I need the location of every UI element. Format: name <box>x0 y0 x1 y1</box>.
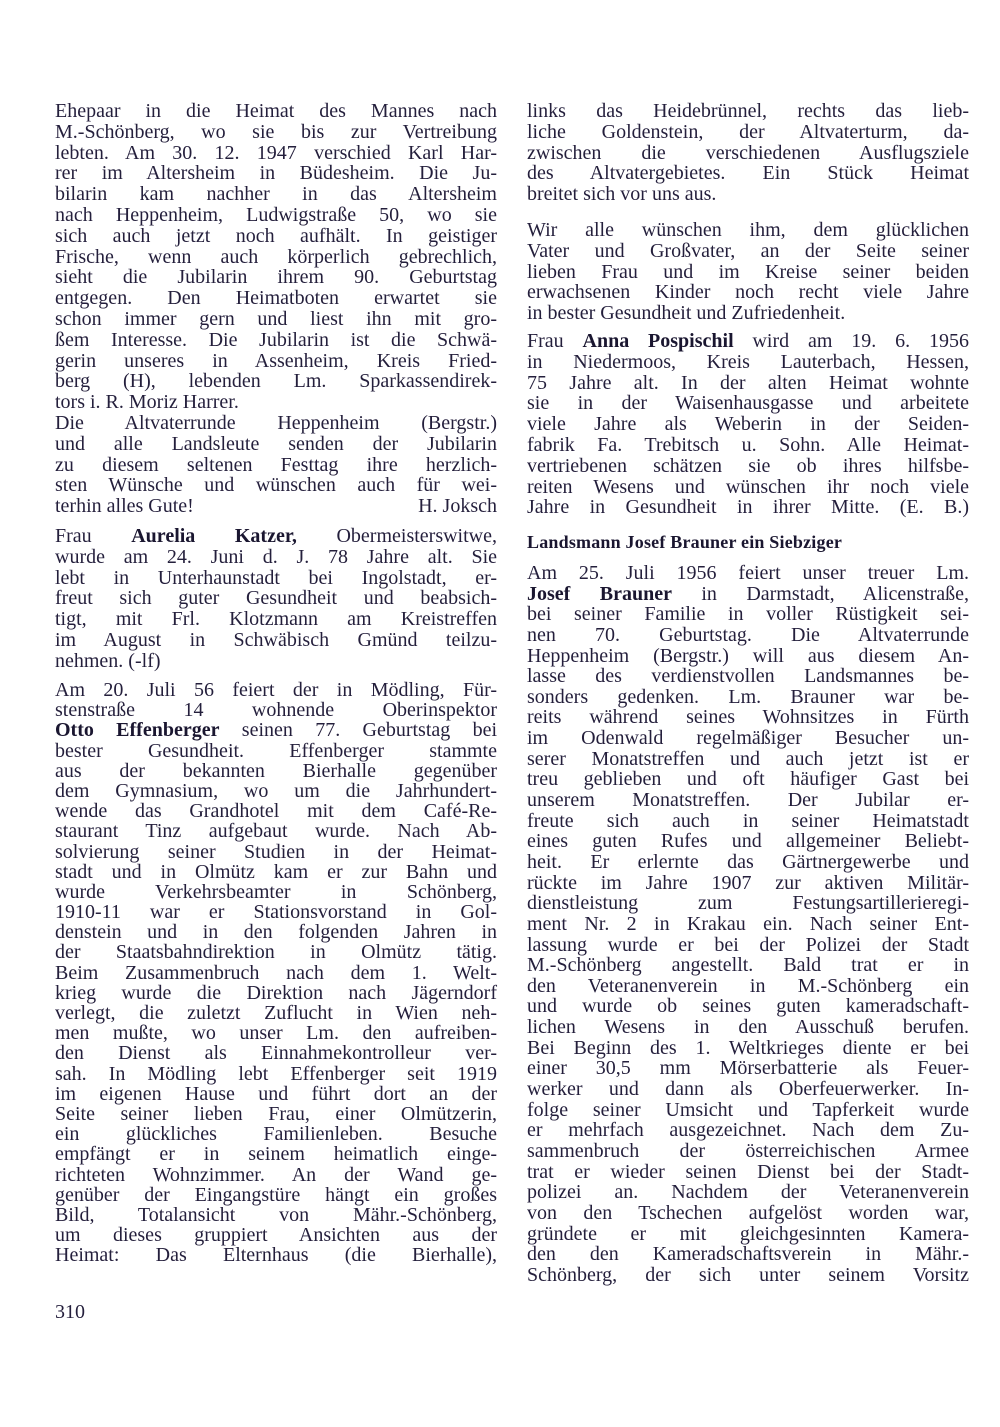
text-line: tors i. R. Moriz Harrer. <box>55 391 239 414</box>
text-line: vertriebenen schätzen sie ob ihres hilfsbe- <box>527 454 969 477</box>
text-line: lassung wurde er bei der Polizei der Stadt <box>527 933 969 956</box>
text-line: lieben Frau und im Kreise seiner beiden <box>527 260 969 283</box>
text-line: sieht die Jubilarin ihrem 90. Geburtstag <box>55 266 497 289</box>
text-line: den Dienst als Einnahmekontrolleur ver- <box>55 1042 497 1065</box>
text-line: rer im Altersheim in Büdesheim. Die Ju- <box>55 162 497 185</box>
text-line: wurde am 24. Juni d. J. 78 Jahre alt. Sie <box>55 545 497 568</box>
text-line: men mußte, wo unser Lm. den aufreiben- <box>55 1022 497 1045</box>
text-line: zu diesem seltenen Festtag ihre herzlich- <box>55 453 497 476</box>
bold-name: Josef Brauner <box>527 582 672 605</box>
article-effenberger-continuation <box>527 101 969 205</box>
text-line: des Altvatergebietes. Ein Stück Heimat <box>527 162 969 185</box>
text-line: er mehrfach ausgezeichnet. Nach dem Zu- <box>527 1119 969 1142</box>
article-josef-brauner <box>527 563 969 1285</box>
text-line: dienstleistung zum Festungsartillerieregi- <box>527 892 969 915</box>
text-line: eines guten Rufes und allgemeiner Beliebt- <box>527 830 969 853</box>
text-line: einer 30,5 mm Mörserbatterie als Feuer- <box>527 1057 969 1080</box>
text-line: nen 70. Geburtstag. Die Altvaterrunde <box>527 623 969 646</box>
text-line: ein glückliches Familienleben. Besuche <box>55 1123 497 1146</box>
text-line: unserem Monatstreffen. Der Jubilar er- <box>527 789 969 812</box>
text-line: Heppenheim (Bergstr.) will aus diesem An- <box>527 644 969 667</box>
text-line: treu geblieben und oft häufiger Gast bei <box>527 768 969 791</box>
text-line: gerin unseres in Assenheim, Kreis Fried- <box>55 349 497 372</box>
text-line: trat er wieder seinen Dienst bei der Stadt- <box>527 1160 969 1183</box>
text-line: Beim Zusammenbruch nach dem 1. Welt- <box>55 961 497 984</box>
text-line: sah. In Mödling lebt Effenberger seit 1919 <box>55 1062 497 1085</box>
text-line: sten Wünsche und wünschen auch für wei- <box>55 474 497 497</box>
text-line: und alle Landsleute senden der Jubilarin <box>55 432 497 455</box>
text-line: sich auch jetzt noch aufhält. In geistiger <box>55 224 497 247</box>
bold-name: Otto Effenberger <box>55 719 220 742</box>
text-line: freut sich guter Gesundheit und beabsich- <box>55 587 497 610</box>
text-line: werker und dann als Oberfeuerwerker. In- <box>527 1078 969 1101</box>
text-line: freute sich auch in seiner Heimatstadt <box>527 809 969 832</box>
text-line: Josef Brauner in Darmstadt, Alicenstraße, <box>527 582 969 605</box>
text-line: M.-Schönberg, wo sie bis zur Vertreibung <box>55 120 497 143</box>
text-line: Am 25. Juli 1956 feiert unser treuer Lm. <box>527 562 969 584</box>
bold-name: Aurelia Katzer, <box>131 525 297 547</box>
text-line: 75 Jahre alt. In der alten Heimat wohnte <box>527 371 969 394</box>
text-line: erwachsenen Kinder noch recht viele Jahre <box>527 281 969 304</box>
text-line: 1910-11 war er Stationsvorstand in Gol- <box>55 901 497 924</box>
text-line: wurde Verkehrsbeamter in Schönberg, <box>55 880 497 903</box>
page-number: 310 <box>55 1301 85 1323</box>
text-line: Otto Effenberger seinen 77. Geburtstag bei <box>55 719 498 742</box>
text-line: im eigenen Hause und führt dort an der <box>55 1082 497 1105</box>
section-heading-josef-brauner: Landsmann Josef Brauner ein Siebziger <box>527 532 843 552</box>
text-line: berg (H), lebenden Lm. Sparkassendirek- <box>55 370 497 393</box>
text-line: fabrik Fa. Trebitsch u. Sohn. Alle Heimat- <box>527 433 969 456</box>
text-line: denstein und in den folgenden Jahren in <box>55 921 497 944</box>
text-line: gründete er mit gleichgesinnten Kamera- <box>527 1222 969 1245</box>
text-line: folge seiner Umsicht und Tapferkeit wurde <box>527 1098 969 1121</box>
text-line: nach Heppenheim, Ludwigstraße 50, wo sie <box>55 203 497 226</box>
text-line: lichen Wesens in den Ausschuß berufen. <box>527 1016 969 1039</box>
text-line: sie in der Waisenhausgasse und arbeitete <box>527 392 969 415</box>
text-line: aus der bekannten Bierhalle gegenüber <box>55 759 497 782</box>
text-line: den Veteranenverein in M.-Schönberg ein <box>527 974 969 997</box>
text-line: Seite seiner lieben Frau, einer Olmützerin, <box>55 1102 497 1125</box>
text-line: serer Monatstreffen und auch jetzt ist er <box>527 747 969 770</box>
text-line: entgegen. Den Heimatboten erwartet sie <box>55 287 497 310</box>
text-line <box>55 496 497 517</box>
article-harrer-continuation <box>55 101 497 517</box>
text-line: den den Kameradschaftsverein in Mähr.- <box>527 1243 969 1266</box>
text-line: empfängt er in seinem heimatlich einge- <box>55 1143 497 1166</box>
text-line: Frische, wenn auch körperlich gebrechlich, <box>55 245 497 268</box>
text-line: wende das Grandhotel mit dem Café-Re- <box>55 800 497 823</box>
text-line: nehmen. (-lf) <box>55 649 161 672</box>
text-line: ßem Interesse. Die Jubilarin ist die Schwä- <box>55 328 497 351</box>
text-line: M.-Schönberg angestellt. Bald trat er in <box>527 954 969 977</box>
text-line: rückte im Jahre 1907 zur aktiven Militär- <box>527 871 969 894</box>
text-line: Frau Anna Pospischil wird am 19. 6. 1956 <box>527 330 969 352</box>
text-line: lasse des verdienstvollen Landsmannes be- <box>527 665 969 688</box>
text-line: bilarin kam nachher in das Altersheim <box>55 183 497 206</box>
text-line: Die Altvaterrunde Heppenheim (Bergstr.) <box>55 411 497 434</box>
text-line: genüber der Eingangstüre hängt ein großes <box>55 1183 497 1206</box>
text-line: von den Tschechen aufgelöst worden war, <box>527 1201 969 1224</box>
bold-name: Anna Pospischil <box>582 330 734 352</box>
text-line: im Odenwald regelmäßiger Besucher un- <box>527 727 969 750</box>
text-line: lebten. Am 30. 12. 1947 verschied Karl Har- <box>55 141 497 164</box>
text-line: staurant Tinz aufgebaut wurde. Nach Ab- <box>55 820 497 843</box>
text-line: zwischen die verschiedenen Ausflugsziele <box>527 141 969 164</box>
text-segment: terhin alles Gute! <box>55 495 194 518</box>
text-line: um dieses gruppiert Ansichten aus der <box>55 1224 497 1247</box>
text-line: ment Nr. 2 in Krakau ein. Nach seiner Ent- <box>527 912 969 935</box>
text-line: der Staatsbahndirektion in Olmütz tätig. <box>55 941 497 964</box>
article-anna-pospischil <box>527 331 969 518</box>
text-line: richteten Wohnzimmer. An der Wand ge- <box>55 1163 497 1186</box>
text-line: tigt, mit Frl. Klotzmann am Kreistreffen <box>55 608 497 631</box>
text-line: Frau Aurelia Katzer, Obermeisterswitwe, <box>55 525 497 547</box>
text-line: solvierung seiner Studien in der Heimat- <box>55 840 497 863</box>
text-line: krieg wurde die Direktion nach Jägerndorf <box>55 981 497 1004</box>
text-line: links das Heidebrünnel, rechts das lieb- <box>527 100 969 122</box>
text-line: schon immer gern und liest ihn mit gro- <box>55 307 497 330</box>
text-line: verlegt, die zuletzt Zuflucht in Wien neh- <box>55 1002 497 1024</box>
text-line: Am 20. Juli 56 feiert der in Mödling, Für- <box>55 679 497 701</box>
article-effenberger-wishes <box>527 220 969 324</box>
text-line: viele Jahre als Weberin in der Seiden- <box>527 413 969 436</box>
text-line: breitet sich vor uns aus. <box>527 183 717 206</box>
article-otto-effenberger <box>55 680 497 1265</box>
text-line: sonders gedenken. Lm. Brauner war be- <box>527 685 969 708</box>
text-line: sammenbruch der österreichischen Armee <box>527 1139 969 1162</box>
text-line: stadt und in Olmütz kam er zur Bahn und <box>55 860 497 883</box>
text-line: bester Gesundheit. Effenberger stammte <box>55 739 497 762</box>
article-aurelia-katzer <box>55 526 497 672</box>
text-line: und wurde ob seines guten kameradschaft- <box>527 995 969 1018</box>
text-line: reits während seines Wohnsitzes in Fürth <box>527 706 969 729</box>
text-line: dem Gymnasium, wo um die Jahrhundert- <box>55 779 497 802</box>
text-segment: H. Joksch <box>418 495 497 518</box>
text-line: Wir alle wünschen ihm, dem glücklichen <box>527 219 969 241</box>
text-line: liche Goldenstein, der Altvaterturm, da- <box>527 120 969 143</box>
text-line: Schönberg, der sich unter seinem Vorsitz <box>527 1263 969 1286</box>
text-line: polizei an. Nachdem der Veteranenverein <box>527 1181 969 1204</box>
text-line: in Niedermoos, Kreis Lauterbach, Hessen, <box>527 350 969 373</box>
text-line: heit. Er erlernte das Gärtnergewerbe und <box>527 850 969 873</box>
text-line: Ehepaar in die Heimat des Mannes nach <box>55 100 497 122</box>
text-line: in bester Gesundheit und Zufriedenheit. <box>527 302 846 325</box>
text-line: Bild, Totalansicht von Mähr.-Schönberg, <box>55 1203 497 1226</box>
text-line: Heimat: Das Elternhaus (die Bierhalle), <box>55 1244 497 1267</box>
text-line: bei seiner Familie in voller Rüstigkeit sei- <box>527 603 969 626</box>
text-line: Bei Beginn des 1. Weltkrieges diente er bei <box>527 1036 969 1059</box>
text-line: lebt in Unterhaunstadt bei Ingolstadt, er- <box>55 566 497 589</box>
text-line: reiten Wesens und wünschen ihr noch viele <box>527 475 969 498</box>
text-line: stenstraße 14 wohnende Oberinspektor <box>55 699 497 722</box>
text-line: im August in Schwäbisch Gmünd teilzu- <box>55 628 497 651</box>
text-line: Vater und Großvater, an der Seite seiner <box>527 239 969 262</box>
text-line: Jahre in Gesundheit in ihrer Mitte. (E. B.) <box>527 496 969 519</box>
